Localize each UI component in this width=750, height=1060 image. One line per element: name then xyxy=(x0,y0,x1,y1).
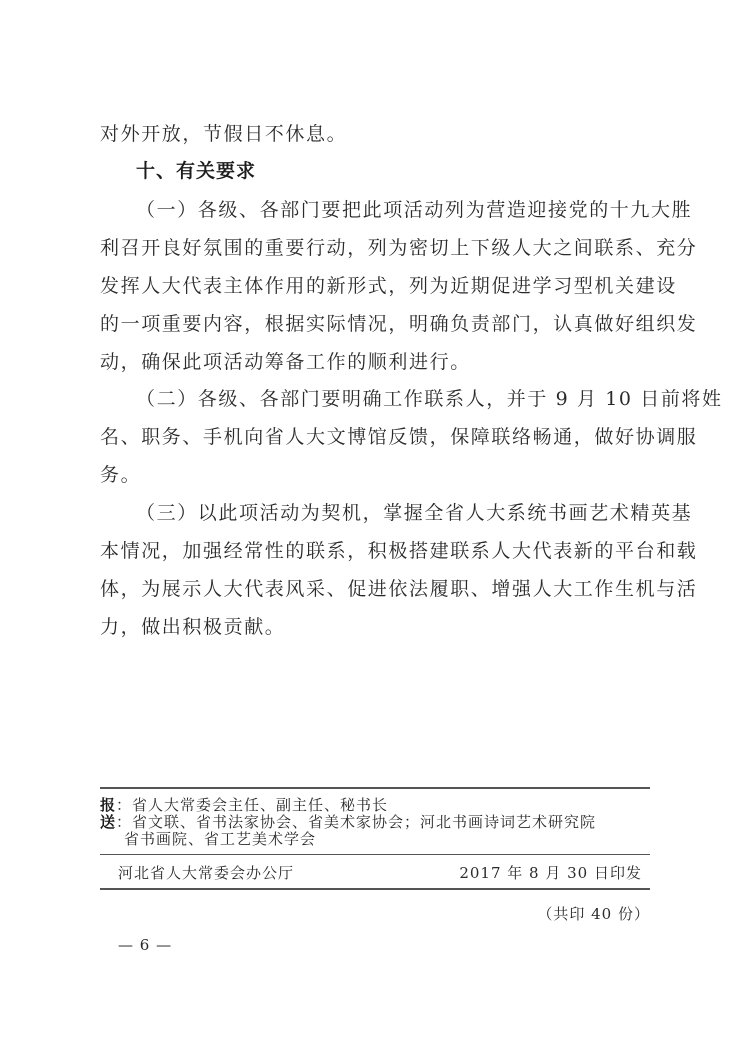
paragraph2-line: 名、职务、手机向省人大文博馆反馈，保障联络畅通，做好协调服 xyxy=(100,426,698,448)
paragraph3-line: 本情况，加强经常性的联系，积极搭建联系人大代表新的平台和载 xyxy=(100,540,698,562)
report-recipients: ：省人大常委会主任、副主任、秘书长 xyxy=(116,796,389,814)
middle-rule xyxy=(100,854,650,855)
send-recipients-continued: 省书画院、省工艺美术学会 xyxy=(124,830,317,848)
paragraph1-line: 利召开良好氛围的重要行动，列为密切上下级人大之间联系、充分 xyxy=(100,237,698,259)
paragraph1-line: 动，确保此项活动筹备工作的顺利进行。 xyxy=(100,351,471,373)
paragraph2-line: （二）各级、各部门要明确工作联系人，并于 9 月 10 日前将姓 xyxy=(136,388,723,410)
paragraph3-line: （三）以此项活动为契机，掌握全省人大系统书画艺术精英基 xyxy=(136,502,693,524)
bottom-rule xyxy=(100,888,650,890)
section-heading: 十、有关要求 xyxy=(136,160,257,182)
report-tag: 报 xyxy=(100,796,117,814)
copies-count: （共印 40 份） xyxy=(537,905,650,923)
paragraph1-line: （一）各级、各部门要把此项活动列为营造迎接党的十九大胜 xyxy=(136,199,693,221)
send-recipients: ：省文联、省书法家协会、省美术家协会；河北书画诗词艺术研究院 xyxy=(116,813,597,831)
send-tag: 送 xyxy=(100,813,117,831)
page-number: — 6 — xyxy=(118,936,173,954)
issue-date: 2017 年 8 月 30 日印发 xyxy=(459,864,642,882)
paragraph2-line: 务。 xyxy=(100,464,142,486)
paragraph1-line: 的一项重要内容，根据实际情况，明确负责部门，认真做好组织发 xyxy=(100,313,698,335)
paragraph3-line: 体，为展示人大代表风采、促进依法履职、增强人大工作生机与活 xyxy=(100,578,698,600)
issuer: 河北省人大常委会办公厅 xyxy=(118,864,295,882)
paragraph3-line: 力，做出积极贡献。 xyxy=(100,616,286,638)
continuation-line: 对外开放，节假日不休息。 xyxy=(100,123,348,145)
top-rule xyxy=(100,787,650,789)
paragraph1-line: 发挥人大代表主体作用的新形式，列为近期促进学习型机关建设 xyxy=(100,275,677,297)
